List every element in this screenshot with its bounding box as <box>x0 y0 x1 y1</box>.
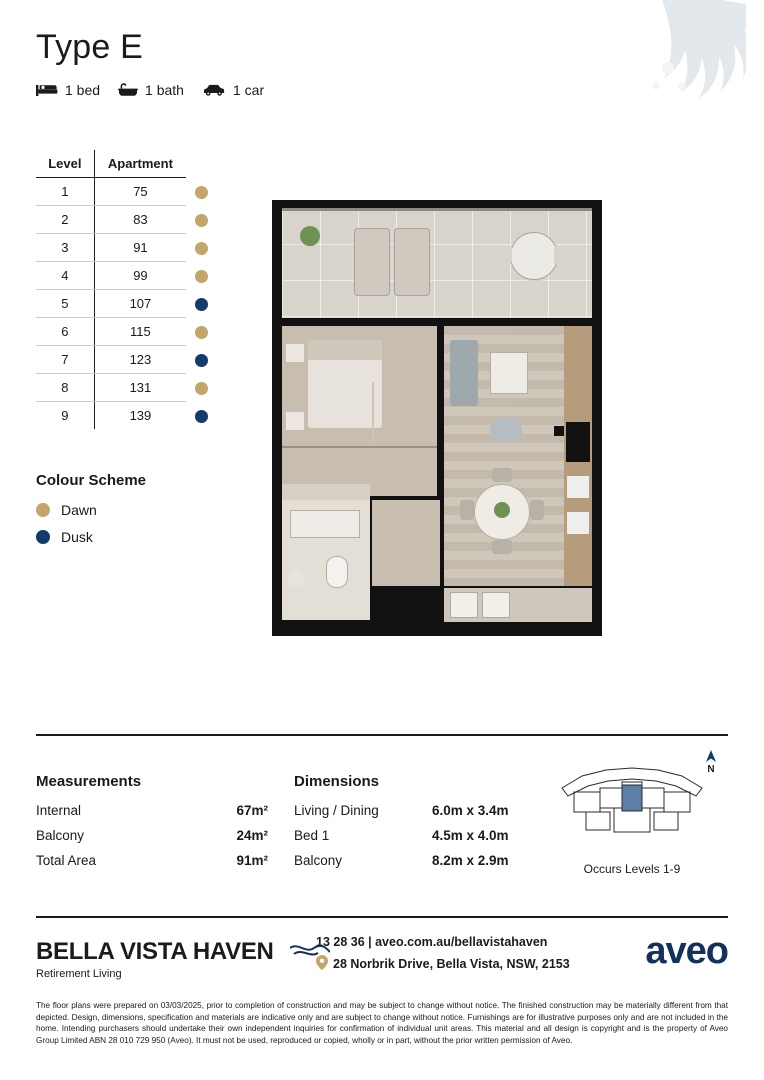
disclaimer-text: The floor plans were prepared on 03/03/2025, prior to completion of construction and may be subject to change without notice. The finished construction may be materially different from that depicted. Design, dimensions, specification and materials are indicative only and are subject to change without notice. Furnishings are for illustrative purposes only and are not included in the home. Intending purchasers should undertake their own independent inquiries for confirmation of individual unit areas. This material and all design is copyright and is the property of Aveo Group Limited ABN 28 010 729 950 (Aveo). It must not be used, reproduced or copied, wholly or in part, without the prior written permission of Aveo. <box>36 1001 728 1045</box>
dawn-swatch-icon <box>36 503 50 517</box>
spec-bath-label: 1 bath <box>145 82 184 98</box>
table-row <box>36 346 216 374</box>
floor-plan-image <box>272 200 602 636</box>
cell-apartment: 75 <box>94 178 186 206</box>
dimensions-title: Dimensions <box>294 773 380 790</box>
cell-apartment: 99 <box>94 262 186 290</box>
colour-scheme-title: Colour Scheme <box>36 472 147 489</box>
table-header-row <box>36 150 216 178</box>
plan-hallway <box>372 500 440 586</box>
measurement-label-internal: Internal <box>36 803 82 818</box>
measurements-title: Measurements <box>36 773 142 790</box>
measurement-value-balcony: 24m² <box>236 828 268 843</box>
measurement-value-total: 91m² <box>236 853 268 868</box>
spec-bed-label: 1 bed <box>65 82 101 98</box>
armchair <box>490 418 522 442</box>
table-row <box>36 262 216 290</box>
colour-scheme-label-dawn: Dawn <box>61 502 97 518</box>
scheme-dot-dusk <box>195 410 208 423</box>
cell-level: 8 <box>36 374 94 402</box>
contact-address-row <box>316 955 570 973</box>
cooktop <box>567 476 589 498</box>
dining-plant-icon <box>494 502 510 518</box>
cell-apartment: 115 <box>94 318 186 346</box>
sofa <box>450 340 478 406</box>
bath-icon <box>118 83 138 97</box>
lounge-chair-2 <box>394 228 430 296</box>
outdoor-chair-2 <box>554 246 568 264</box>
spec-bath <box>118 82 184 98</box>
table-row <box>36 234 216 262</box>
dining-chair-2 <box>530 500 544 520</box>
plan-bed-1 <box>282 326 437 496</box>
key-plan-diagram <box>556 762 708 836</box>
scheme-dot-dawn <box>195 242 208 255</box>
scheme-dot-dusk <box>195 354 208 367</box>
cell-scheme <box>186 318 216 346</box>
bird-watermark-icon <box>596 0 746 140</box>
cell-apartment: 83 <box>94 206 186 234</box>
scheme-dot-dawn <box>195 382 208 395</box>
column-header-apartment: Apartment <box>94 150 186 178</box>
measurement-value-internal: 67m² <box>236 803 268 818</box>
brand-subtitle: Retirement Living <box>36 968 122 980</box>
cell-level: 2 <box>36 206 94 234</box>
levels-table <box>36 150 216 429</box>
cell-scheme <box>186 374 216 402</box>
compass-label: N <box>707 764 715 775</box>
plan-balcony <box>282 208 592 318</box>
cell-scheme <box>186 234 216 262</box>
brand-name: BELLA VISTA HAVEN <box>36 938 274 965</box>
kitchen-appliance <box>566 422 590 462</box>
dimension-label-bed1: Bed 1 <box>294 828 330 843</box>
dimension-label-balcony: Balcony <box>294 853 343 868</box>
lounge-chair-1 <box>354 228 390 296</box>
toilet <box>326 556 348 588</box>
cell-scheme <box>186 206 216 234</box>
plan-laundry <box>444 588 592 622</box>
divider-top <box>36 734 728 736</box>
cell-apartment: 123 <box>94 346 186 374</box>
dining-chair-4 <box>492 540 512 554</box>
shower-drain <box>288 570 304 586</box>
dining-chair-1 <box>460 500 474 520</box>
key-plan-caption: Occurs Levels 1-9 <box>583 862 681 876</box>
scheme-dot-dawn <box>195 186 208 199</box>
dimension-value-bed1: 4.5m x 4.0m <box>432 828 509 843</box>
cell-scheme <box>186 262 216 290</box>
scheme-dot-dusk <box>195 298 208 311</box>
outdoor-table <box>510 232 558 280</box>
cell-scheme <box>186 290 216 318</box>
cell-apartment: 139 <box>129 408 152 423</box>
plan-kitchen <box>564 326 592 586</box>
measurement-label-balcony: Balcony <box>36 828 85 843</box>
coffee-table <box>490 352 528 394</box>
dimension-label-living: Living / Dining <box>294 803 379 818</box>
contact-phone-web[interactable]: 13 28 36 | aveo.com.au/bellavistahaven <box>316 935 548 949</box>
door-swing <box>372 382 374 442</box>
spec-car-label: 1 car <box>232 82 265 98</box>
bedside-table-2 <box>286 412 304 430</box>
cell-apartment: 107 <box>94 290 186 318</box>
dusk-swatch-icon <box>36 530 50 544</box>
car-icon <box>202 83 226 97</box>
divider-bottom <box>36 916 728 918</box>
table-row <box>36 290 216 318</box>
colour-scheme-item-dusk <box>36 529 93 545</box>
spec-car <box>202 82 264 98</box>
dryer <box>482 592 510 618</box>
table-row <box>36 402 216 430</box>
outdoor-chair-4 <box>526 280 544 293</box>
sink <box>567 512 589 534</box>
bed-icon <box>36 83 58 97</box>
spec-list <box>36 82 264 98</box>
scheme-dot-dawn <box>195 214 208 227</box>
cell-level: 1 <box>36 178 94 206</box>
spec-bed <box>36 82 100 98</box>
cell-level: 3 <box>36 234 94 262</box>
cell-scheme <box>186 346 216 374</box>
cell-level: 4 <box>36 262 94 290</box>
cell-level: 5 <box>36 290 94 318</box>
cell-level: 9 <box>36 402 94 430</box>
plant-icon <box>300 226 320 246</box>
brand-block <box>36 938 274 980</box>
vanity <box>290 510 360 538</box>
cell-level: 6 <box>36 318 94 346</box>
table-row <box>36 206 216 234</box>
contact-block <box>316 935 570 973</box>
colour-scheme-label-dusk: Dusk <box>61 529 93 545</box>
outdoor-chair-3 <box>526 216 544 229</box>
table-row <box>36 178 216 206</box>
dining-chair-3 <box>492 468 512 482</box>
colour-scheme-item-dawn <box>36 502 97 518</box>
bedside-table-1 <box>286 344 304 362</box>
table-row <box>36 374 216 402</box>
measurement-label-total: Total Area <box>36 853 97 868</box>
compass-icon <box>700 750 722 775</box>
scheme-dot-dawn <box>195 326 208 339</box>
balustrade <box>282 208 592 211</box>
cell-level: 7 <box>36 346 94 374</box>
scheme-dot-dawn <box>195 270 208 283</box>
bed-headboard <box>308 340 382 360</box>
location-pin-icon <box>316 955 328 973</box>
aveo-logo: aveo <box>645 930 728 972</box>
dimension-value-balcony: 8.2m x 2.9m <box>432 853 509 868</box>
key-plan-highlight <box>622 785 642 811</box>
outdoor-chair-1 <box>498 246 512 264</box>
contact-address: 28 Norbrik Drive, Bella Vista, NSW, 2153 <box>333 957 570 971</box>
table-row <box>36 318 216 346</box>
dimension-value-living: 6.0m x 3.4m <box>432 803 509 818</box>
cell-scheme <box>186 402 216 430</box>
washer <box>450 592 478 618</box>
cell-apartment: 131 <box>94 374 186 402</box>
page-title: Type E <box>36 28 144 66</box>
bedroom-wall-line <box>282 446 437 448</box>
column-header-level: Level <box>36 150 94 178</box>
cell-apartment: 91 <box>94 234 186 262</box>
plan-bathroom <box>282 500 370 620</box>
cell-scheme <box>186 178 216 206</box>
